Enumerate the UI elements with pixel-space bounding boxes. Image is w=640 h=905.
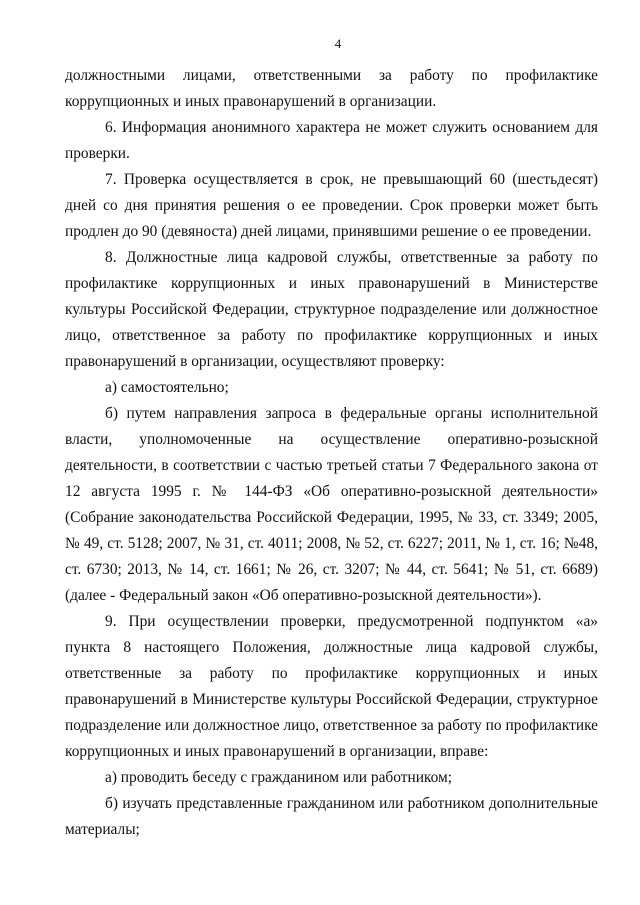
paragraph-9: 9. При осуществлении проверки, предусмотренной подпунктом «а» пункта 8 настоящего Положения, должностные лица кадровой службы, ответственные за работу по профилактике коррупционных и иных правонарушений в Министерстве культуры Российской Федерации, структурное подразделение или должностное лицо, ответственное за работу по профилактике коррупционных и иных правонарушений в организации, вправе: (65, 613, 598, 760)
paragraph-7: 7. Проверка осуществляется в срок, не превышающий 60 (шестьдесят) дней со дня принятия решения о ее проведении. Срок проверки может быть продлен до 90 (девяноста) дней лицами, принявшими решение о ее проведении. (65, 171, 598, 240)
paragraph-9a: а) проводить беседу с гражданином или работником; (105, 769, 453, 786)
page-number: 4 (334, 36, 342, 51)
paragraph-8: 8. Должностные лица кадровой службы, ответственные за работу по профилактике коррупционных и иных правонарушений в Министерстве культуры Российской Федерации, структурное подразделение или должностное лицо, ответственное за работу по профилактике коррупционных и иных правонарушений в организации, осуществляют проверку: (65, 249, 598, 370)
paragraph-6: 6. Информация анонимного характера не может служить основанием для проверки. (65, 119, 598, 162)
paragraph-8a: а) самостоятельно; (105, 379, 229, 396)
paragraph-9b: б) изучать представленные гражданином или работником дополнительные материалы; (65, 795, 598, 838)
paragraph-8b: б) путем направления запроса в федеральные органы исполнительной власти, уполномоченные на осуществление оперативно-розыскной деятельности, в соответствии с частью третьей статьи 7 Федерального закона от 12 августа 1995 г. № 144-ФЗ «Об оперативно-розыскной деятельности» (Собрание законодательства Российской Федерации, 1995, № 33, ст. 3349; 2005, № 49, ст. 5128; 2007, № 31, ст. 4011; 2008, № 52, ст. 6227; 2011, № 1, ст. 16; №48, ст. 6730; 2013, № 14, ст. 1661; № 26, ст. 3207; № 44, ст. 5641; № 51, ст. 6689) (далее - Федеральный закон «Об оперативно-розыскной деятельности»). (65, 405, 598, 604)
document-body (65, 63, 598, 843)
paragraph-continuation: должностными лицами, ответственными за работу по профилактике коррупционных и иных правонарушений в организации. (65, 67, 598, 110)
